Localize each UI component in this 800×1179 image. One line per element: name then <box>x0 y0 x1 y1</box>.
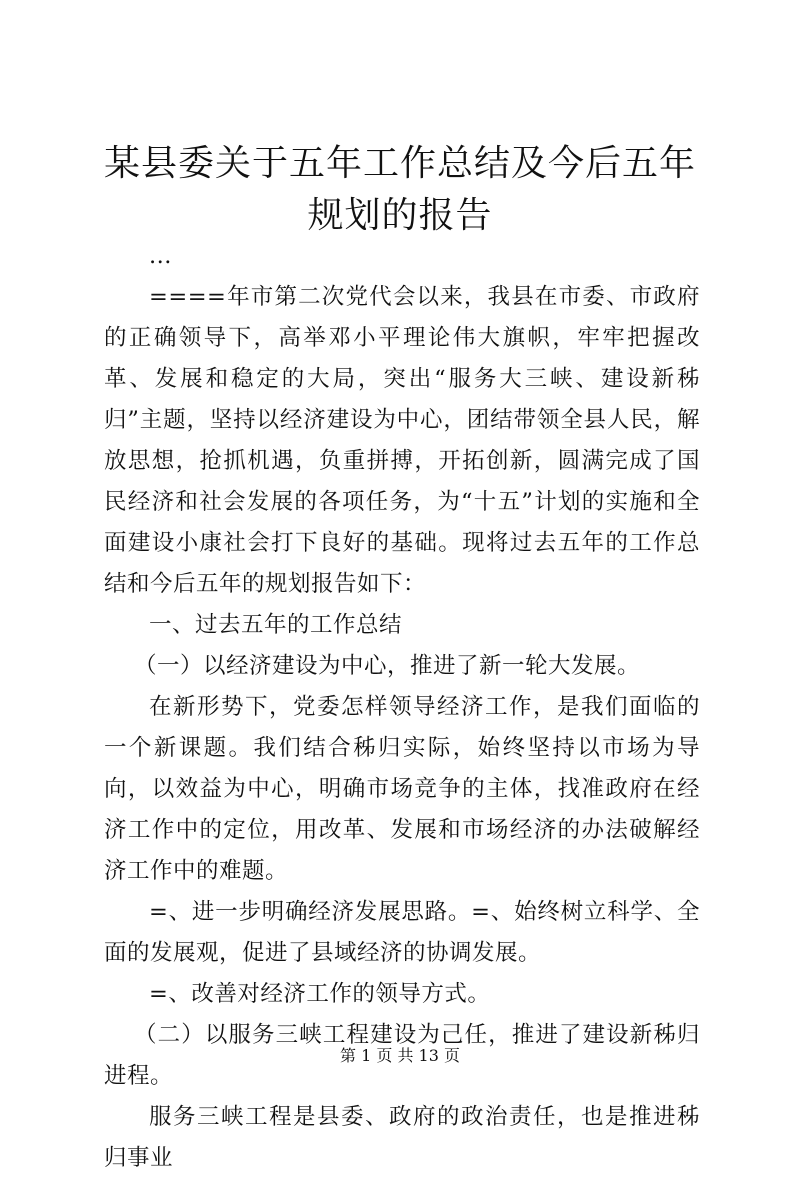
subsection-heading-1: （一）以经济建设为中心，推进了新一轮大发展。 <box>134 653 641 679</box>
paragraph-intro: ====年市第二次党代会以来，我县在市委、市政府的正确领导下，高举邓小平理论伟大旗帜，牢牢把握改革、发展和稳定的大局，突出“服务大三峡、建设新秭归”主题，坚持以经济建设为中心，团结带领全县人民，解放思想，抢抓机遇，负重拼搏，开拓创新，圆满完成了国民经济和社会发展的各项任务，为“十五”计划的实施和全面建设小康社会打下良好的基础。现将过去五年的工作总结和今后五年的规划报告如下： <box>104 284 700 597</box>
paragraph-ellipsis: ... <box>149 243 172 269</box>
paragraph-three-gorges: 服务三峡工程是县委、政府的政治责任，也是推进秭归事业 <box>104 1104 700 1171</box>
paragraph-ideas: =、进一步明确经济发展思路。=、始终树立科学、全面的发展观，促进了县域经济的协调发展。 <box>104 899 700 966</box>
section-heading-1: 一、过去五年的工作总结 <box>149 612 403 638</box>
subsection-heading-2: （二）以服务三峡工程建设为己任，推进了建设新秭归进程。 <box>104 1022 700 1089</box>
paragraph-leadership: =、改善对经济工作的领导方式。 <box>149 981 491 1007</box>
document-body <box>104 236 700 1179</box>
paragraph-economy: 在新形势下，党委怎样领导经济工作，是我们面临的一个新课题。我们结合秭归实际，始终坚持以市场为导向，以效益为中心，明确市场竞争的主体，找准政府在经济工作中的定位，用改革、发展和市场经济的办法破解经济工作中的难题。 <box>104 694 700 884</box>
document-title: 某县委关于五年工作总结及今后五年规划的报告 <box>103 143 696 236</box>
page-footer: 第 1 页 共 13 页 <box>340 1046 460 1065</box>
